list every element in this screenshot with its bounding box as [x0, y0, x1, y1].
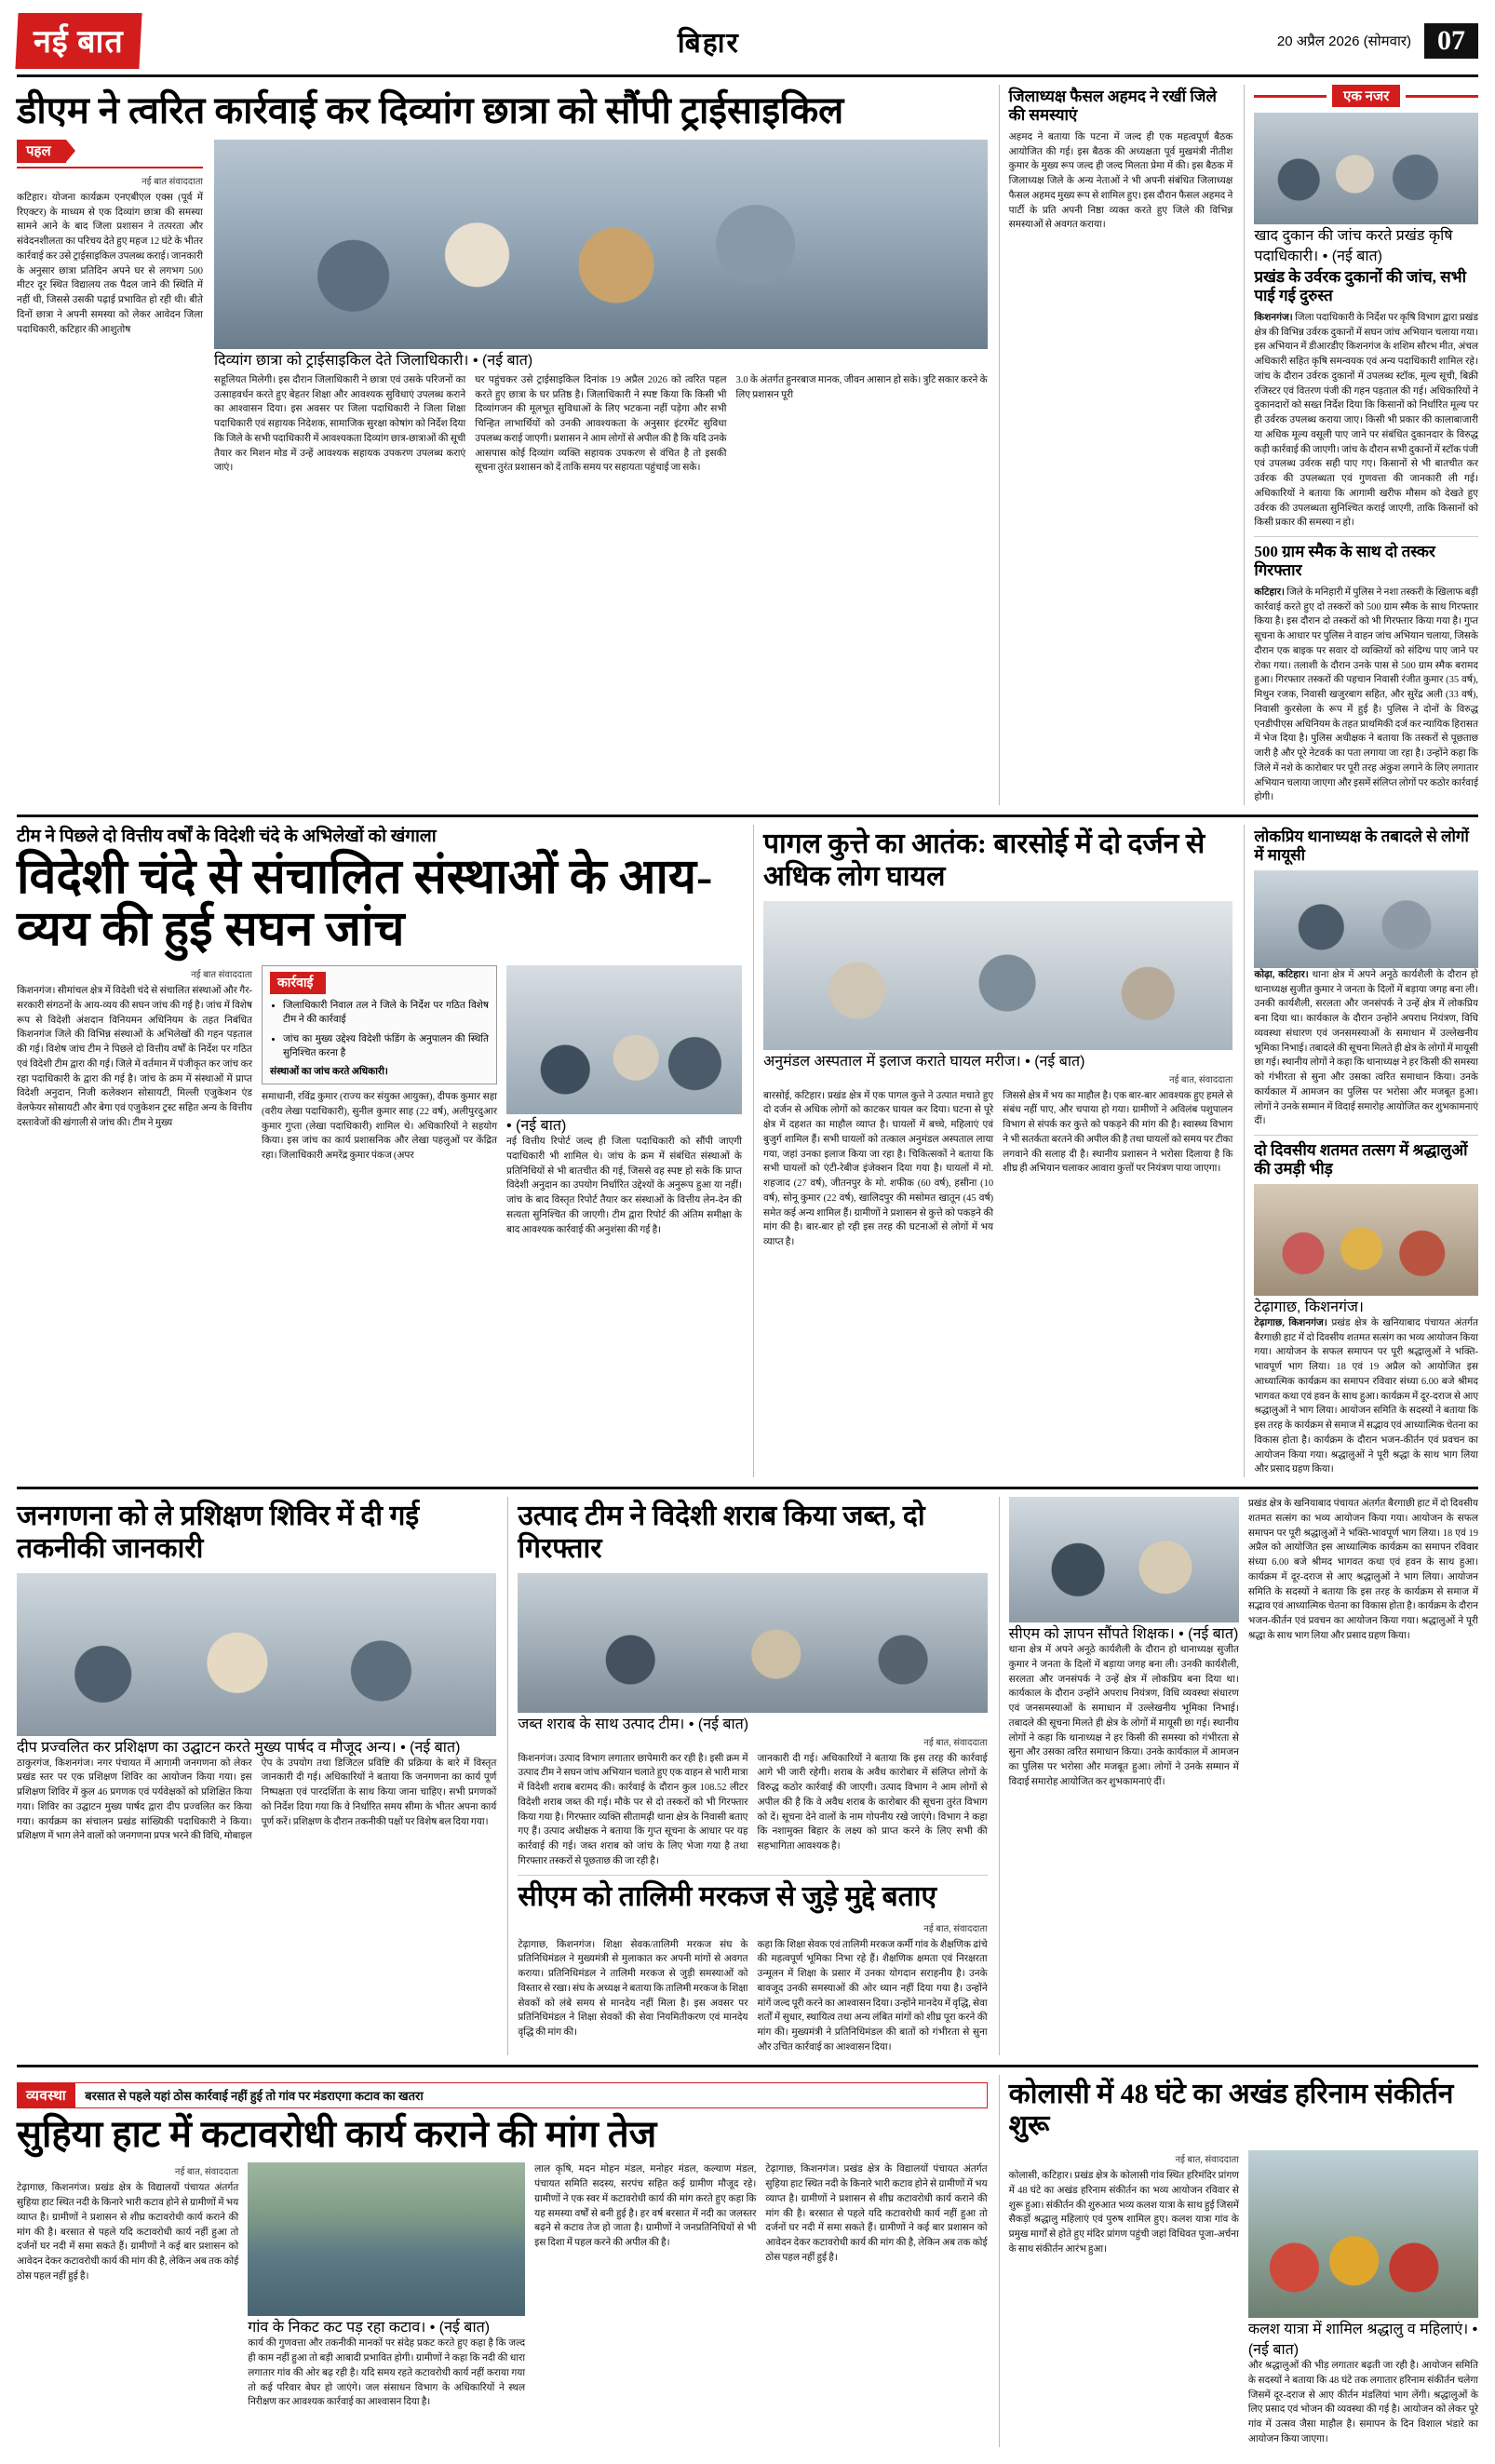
erosion-caption-row — [248, 2316, 525, 2336]
foreign-funds-text-1: किशनगंज। सीमांचल क्षेत्र में विदेशी चंदे से संचालित संस्थाओं और गैर-सरकारी संगठनों के आय-व्यय की सघन जांच की गई है। जांच में विशेष रूप से विदेशी अंशदान विनियमन अधिनियम के तहत निबंधित किशनगंज जिले की विभिन्न संस्थाओं के अभिलेखों की गहन पड़ताल की गई। विशेष जांच टीम ने पिछले दो वित्तीय वर्षों के निर्देश पर गठित एवं विदेशी टीम द्वारा की गई। जिले में वर्तमान में पंजीकृत कर जांच कर रहा पदाधिकारी के द्वारा की गई है। जांच के क्रम में संस्थाओं में प्राप्त विदेशी अनुदान, निजी कलेक्शन सोसायटी, मिल्ली एजुकेशन एंड वेलफेयर सोसायटी और बेगा एवं एजुकेशन ट्रस्ट सहित अन्य के वित्तीय दस्तावेजों की खंगाली से जांच की। टीम ने मुख्य — [17, 986, 252, 1128]
ek-nazar-rule-right — [1406, 95, 1478, 98]
bottom-section — [17, 2075, 1478, 2447]
ek-nazar-body-2: जिले के मनिहारी में पुलिस ने नशा तस्करी के खिलाफ बड़ी कार्रवाई करते हुए दो तस्करों को 500 ग्राम स्मैक के साथ गिरफ्तार किया है। इस दौरान दो तस्करों को भी गिरफ्तार किया गया है। गुप्त सूचना के आधार पर पुलिस ने वाहन जांच अभियान चलाया, जिसके दौरान एक बाइक पर सवार दो व्यक्तियों को संदिग्ध पाए जाने पर रोका गया। तलाशी के दौरान उनके पास से 500 ग्राम स्मैक बरामद हुआ। गिरफ्तार तस्करों की पहचान निवासी रंजीत कुमार (35 वर्ष), मिथुन रजक, निवासी खजुरबाग सहित, और सुरेंद्र अली (33 वर्ष), निवासी कुरसेला के रूप में हुई है। पुलिस ने दोनों के विरुद्ध एनडीपीएस अधिनियम के तहत प्राथमिकी दर्ज कर न्यायिक हिरासत में भेज दिया है। पुलिस अधीक्षक ने बताया कि तस्करों से पूछताछ जारी है और पूरे नेटवर्क का पता लगाया जा रहा है। उन्होंने कहा कि जिले में नशे के कारोबार पर पूरी तरह अंकुश लगाने के लिए लगातार अभियान चलाया जाएगा और इसमें संलिप्त लोगों पर कठोर कार्रवाई होगी। — [1254, 586, 1478, 803]
kirtan-caption-row — [1248, 2318, 1478, 2359]
ek-nazar-body-4: प्रखंड क्षेत्र के खनियाबाद पंचायत अंतर्गत बैरगाछी हाट में दो दिवसीय शतमत सत्संग का भव्य आयोजन किया गया। आयोजन के सफल समापन पर पूरी श्रद्धालुओं ने भक्ति-भावपूर्ण भाग लिया। 18 एवं 19 अप्रैल को आयोजित इस आध्यात्मिक कार्यक्रम का समापन रविवार संध्या 6.00 बजे श्रीमद भागवत कथा एवं हवन के साथ हुआ। कार्यक्रम में दूर-दराज से आए श्रद्धालुओं ने भाग लिया। आयोजन समिति के सदस्यों ने बताया कि इस तरह के कार्यक्रम से समाज में सद्भाव एवं आध्यात्मिक चेतना का विकास होता है। कार्यक्रम के दौरान भजन-कीर्तन एवं प्रवचन का आयोजन किया गया। श्रद्धालुओं ने पूरी श्रद्धा के साथ भाग लिया और प्रसाद ग्रहण किया। — [1254, 1317, 1478, 1475]
census-photo-credit: • (नई बात) — [400, 1739, 461, 1756]
kirtan-left — [1009, 2150, 1239, 2447]
erosion-text-3: लाल कृषि, मदन मोहन मंडल, मनोहर मंडल, कल्याण मंडल, पंचायत समिति सदस्य, सरपंच सहित कई ग्रामीण मौजूद रहे। ग्रामीणों ने एक स्वर में कटावरोधी कार्य की मांग करते हुए कहा कि यह समस्या वर्षों से बनी हुई है। हर वर्ष बरसात में नदी का जलस्तर बढ़ने से कटाव तेज हो जाता है। ग्रामीणों ने जनप्रतिनिधियों से भी इस दिशा में पहल करने की अपील की है। — [534, 2164, 757, 2249]
cm-talimi-photo-caption: सीएम को ज्ञापन सौंपते शिक्षक। — [1008, 1626, 1175, 1643]
ff-col-2 — [262, 965, 497, 1237]
second-section — [17, 825, 1478, 1477]
kirtan-text-1: कोलासी, कटिहार। प्रखंड क्षेत्र के कोलासी गांव स्थित हरिमंदिर प्रांगण में 48 घंटे का अखंड हरिनाम संकीर्तन का भव्य आयोजन रविवार से शुरू हुआ। संकीर्तन की शुरुआत भव्य कलश यात्रा के साथ हुई जिसमें सैकड़ों श्रद्धालु महिलाएं एवं पुरुष शामिल हुए। कलश यात्रा गांव के प्रमुख मार्गों से होते हुए मंदिर प्रांगण पहुंची जहां विधिवत पूजा-अर्चना के साथ संकीर्तन आरंभ हुआ। — [1008, 2171, 1239, 2255]
foreign-funds-photo-credit: • (नई बात) — [506, 1118, 567, 1135]
cm-talimi-photo-credit: • (नई बात) — [1178, 1626, 1239, 1643]
edition-name: बिहार — [677, 27, 740, 59]
erosion-story — [17, 2075, 988, 2447]
foreign-funds-text-3: नई वित्तीय रिपोर्ट जल्द ही जिला पदाधिकारी को सौंपी जाएगी पदाधिकारी भी शामिल थे। जांच के क्रम में संबंधित संस्थाओं के प्रतिनिधियों से भी बातचीत की गई, जिससे वह स्पष्ट हो सके कि प्राप्त विदेशी अनुदान का उपयोग निर्धारित उद्देश्यों के अनुरूप हुआ या नहीं। जांच के बाद विस्तृत रिपोर्ट तैयार कर संस्थाओं के वित्तीय लेन-देन की सत्यता सुनिश्चित की जाएगी। टीम द्वारा रिपोर्ट की अंतिम समीक्षा के बाद आवश्यक कार्रवाई की अनुशंसा की गई है। — [506, 1137, 742, 1235]
karyawai-label: कार्रवाई — [270, 972, 326, 994]
liquor-story — [507, 1497, 987, 2054]
kirtan-text-2: और श्रद्धालुओं की भीड़ लगातार बढ़ती जा रही है। आयोजन समिति के सदस्यों ने बताया कि 48 घंटे तक लगातार हरिनाम संकीर्तन चलेगा जिसमें दूर-दराज से आए कीर्तन मंडलियां भाग लेंगी। श्रद्धालुओं के लिए प्रसाद एवं भोजन की व्यवस्था की गई है। आयोजन को लेकर पूरे गांव में उत्सव जैसा माहौल है। समापन के दिन विशाल भंडारे का आयोजन किया जाएगा। — [1247, 2361, 1478, 2444]
dm-side-story — [999, 85, 1233, 805]
erosion-text-4: टेढ़ागाछ, किशनगंज। प्रखंड क्षेत्र के विद्यालयों पंचायत अंतर्गत सुहिया हाट स्थित नदी के किनारे भारी कटाव होने से ग्रामीणों में भय व्याप्त है। ग्रामीणों ने प्रशासन से शीघ्र कटावरोधी कार्य कराने की मांग की है। बरसात से पहले यदि कटावरोधी कार्य नहीं हुआ तो दर्जनों घर नदी में समा सकते हैं। ग्रामीणों ने कई बार प्रशासन को आवेदन देकर कटावरोधी कार्य की मांग की है, लेकिन अब तक कोई ठोस पहल नहीं हुई है। — [765, 2164, 988, 2263]
top-section — [17, 85, 1478, 805]
kirtan-right — [1248, 2150, 1478, 2447]
mad-dog-photo — [763, 901, 1232, 1050]
ek-nazar-body-1: जिला पदाधिकारी के निर्देश पर कृषि विभाग द्वारा प्रखंड क्षेत्र की विभिन्न उर्वरक दुकानों में सघन जांच अभियान चलाया गया। इस अभियान में डीआरडीए किशनगंज के शशिम सौरभ मीत, अंचल अधिकारी सहित कृषि समन्वयक एवं अन्य पदाधिकारी शामिल रहे। जांच के दौरान उर्वरक दुकानों में उपलब्ध स्टॉक, मूल्य सूची, बिक्री रजिस्टर एवं वितरण पंजी की गहन पड़ताल की गई। अधिकारियों ने दुकानदारों को सख्त निर्देश दिया कि किसानों को निर्धारित मूल्य पर ही उर्वरक उपलब्ध कराया जाए। किसी भी प्रकार की कालाबाजारी या अधिक मूल्य वसूली पाए जाने पर संबंधित दुकानदार के विरुद्ध कड़ी कार्रवाई की जाएगी। जांच के दौरान सभी दुकानों में स्टॉक पंजी एवं उपलब्ध उर्वरक सही पाए गए। किसानों से भी बातचीत कर उर्वरक की उपलब्धता एवं गुणवत्ता की जानकारी ली गई। अधिकारियों ने बताया कि आगामी खरीफ मौसम को देखते हुए उर्वरक की उपलब्धता सुनिश्चित कराई जाएगी, ताकि किसानों को किसी प्रकार की समस्या न हो। — [1254, 312, 1479, 529]
cm-talimi-headline: सीएम को तालिमी मरकज से जुड़े मुद्दे बताए — [518, 1880, 937, 1912]
lead-photo — [214, 140, 988, 349]
masthead-right — [1277, 23, 1478, 59]
kirtan-story — [999, 2075, 1478, 2447]
ek-nazar-photo-1-caption-row — [1254, 224, 1478, 265]
erosion-banner-label: व्यवस्था — [17, 2082, 75, 2108]
ff-col-1 — [17, 965, 252, 1237]
page-number: 07 — [1424, 23, 1478, 59]
lead-photo-caption-row — [214, 349, 988, 370]
ek-nazar-headline-1: प्रखंड के उर्वरक दुकानों की जांच, सभी पाई गई दुरुस्त — [1254, 268, 1467, 305]
ek-nazar-headline-4: दो दिवसीय शतमत तत्सग में श्रद्धालुओं की उमड़ी भीड़ — [1254, 1141, 1468, 1178]
lead-right-col — [214, 140, 988, 476]
ek-nazar-overflow-2: प्रखंड क्षेत्र के खनियाबाद पंचायत अंतर्गत बैरगाछी हाट में दो दिवसीय शतमत सत्संग का भव्य आयोजन किया गया। आयोजन के सफल समापन पर पूरी श्रद्धालुओं ने भक्ति-भावपूर्ण भाग लिया। 18 एवं 19 अप्रैल को आयोजित इस आध्यात्मिक कार्यक्रम का समापन रविवार संध्या 6.00 बजे श्रीमद भागवत कथा एवं हवन के साथ हुआ। कार्यक्रम में दूर-दराज से आए श्रद्धालुओं ने भाग लिया। आयोजन समिति के सदस्यों ने बताया कि इस तरह के कार्यक्रम से समाज में सद्भाव एवं आध्यात्मिक चेतना का विकास होता है। कार्यक्रम के दौरान भजन-कीर्तन एवं प्रवचन का आयोजन किया गया। श्रद्धालुओं ने पूरी श्रद्धा के साथ भाग लिया और प्रसाद ग्रहण किया। — [1247, 1499, 1478, 1641]
ek-nazar-overflow-1: थाना क्षेत्र में अपने अनूठे कार्यशैली के दौरान हो थानाध्यक्ष सुजीत कुमार ने जनता के दिलों में बड़ाया जगह बना ली। उनकी कार्यशैली, सरलता और जनसंपर्क ने उन्हें क्षेत्र में लोकप्रिय बना दिया था। कार्यकाल के दौरान उन्होंने अपराध नियंत्रण, विधि व्यवस्था संधारण एवं जनसमस्याओं के समाधान में उल्लेखनीय भूमिका निभाई। तबादले की सूचना मिलते ही क्षेत्र के लोगों में मायूसी छा गई। स्थानीय लोगों ने कहा कि थानाध्यक्ष ने हर किसी की समस्या को गंभीरता से सुना और उसका त्वरित समाधान किया। उनके कार्यकाल में आमजन का पुलिस पर भरोसा और मजबूत हुआ। लोगों ने उनके सम्मान में विदाई समारोह आयोजित कर शुभकामनाएं दीं। — [1008, 1645, 1239, 1787]
ek-nazar-header — [1254, 85, 1478, 107]
census-photo — [17, 1573, 496, 1736]
erosion-text-2: कार्य की गुणवत्ता और तकनीकी मानकों पर संदेह प्रकट करते हुए कहा है कि जल्द ही काम नहीं हुआ तो बड़ी आबादी प्रभावित होगी। ग्रामीणों ने कहा कि नदी की धारा लगातार गांव की ओर बढ़ रही है। यदि समय रहते कटावरोधी कार्य नहीं कराया गया तो कई परिवार बेघर हो जाएंगे। जल संसाधन विभाग के अधिकारियों ने स्थल निरीक्षण कर आवश्यक कार्रवाई का आश्वासन दिया है। — [248, 2338, 526, 2408]
erosion-col-2 — [248, 2162, 525, 2410]
lead-text-col1: कटिहार। योजना कार्यक्रम एनएबीएल एक्स (पूर्व में रिएक्टर) के माध्यम से एक दिव्यांग छात्रा की समस्या सामने आने के बाद जिला प्रशासन ने तत्परता और संवेदनशीलता का परिचय देते हुए महज 12 घंटे के भीतर कार्रवाई कर उसे ट्राईसाइकिल उपलब्ध कराई। जानकारी के अनुसार छात्रा प्रतिदिन अपने घर से लगभग 500 मीटर दूर स्थित विद्यालय तक पैदल जाने की स्थिति में नहीं थी, जिससे उसकी पढ़ाई प्रभावित हो रही थी। बीते दिनों छात्रा ने अपनी समस्या को लेकर आवेदन जिला पदाधिकारी, कटिहार की आशुतोष — [17, 192, 203, 335]
erosion-photo — [248, 2162, 525, 2316]
ek-nazar-text-4 — [1254, 1316, 1478, 1477]
liquor-photo-caption: जब्त शराब के साथ उत्पाद टीम। — [518, 1716, 685, 1732]
ek-nazar-photo-1-caption: खाद दुकान की जांच करते प्रखंड कृषि पदाधिकारी। — [1254, 228, 1453, 264]
mad-dog-text-2: जिससे क्षेत्र में भय का माहौल है। एक बार-बार आवश्यक हुए हमले से संबंध नहीं पाए, और चपाया हो गया। ग्रामीणों ने अविलंब पशुपालन विभाग से संपर्क कर कुत्ते को पकड़ने की मांग की है। स्वास्थ्य विभाग ने भी सतर्कता बरतने की अपील की है तथा घायलों को समय पर टीका लगवाने की सलाह दी है। स्थानीय प्रशासन ने भरोसा दिलाया है कि शीघ्र ही अभियान चलाकर आवारा कुत्तों पर नियंत्रण पाया जाएगा। — [1003, 1090, 1233, 1175]
ek-nazar-column — [1244, 85, 1478, 805]
ek-nazar-photo-4-caption: टेढ़ागाछ, किशनगंज। — [1254, 1299, 1364, 1315]
erosion-photo-credit: • (नई बात) — [429, 2320, 491, 2336]
ek-nazar-photo-4-caption-row — [1254, 1296, 1478, 1316]
third-right-left — [1009, 1497, 1239, 1790]
cm-talimi-byline: नई बात, संवाददाता — [923, 1923, 988, 1934]
liquor-photo — [518, 1573, 987, 1713]
liquor-caption-row — [518, 1713, 987, 1733]
ek-nazar-headline-3: लोकप्रिय थानाध्यक्ष के तबादले से लोगों में मायूसी — [1254, 828, 1469, 865]
erosion-photo-caption: गांव के निकट कट पड़ रहा कटाव। — [248, 2320, 426, 2336]
ek-nazar-byline-3: कोढ़ा, कटिहार। — [1254, 969, 1309, 980]
foreign-funds-story — [17, 825, 742, 1477]
lead-photo-credit: • (नई बात) — [472, 352, 533, 369]
kirtan-byline: नई बात, संवाददाता — [1175, 2155, 1239, 2166]
kirtan-photo-caption: कलश यात्रा में शामिल श्रद्धालु व महिलाएं। — [1247, 2322, 1469, 2338]
mad-dog-text-1: बारसोई, कटिहार। प्रखंड क्षेत्र में एक पागल कुत्ते ने उत्पात मचाते हुए दो दर्जन से अधिक लोगों को काटकर घायल कर दिया। घटना से पूरे क्षेत्र में दहशत का माहौल व्याप्त है। घायलों में बच्चे, महिलाएं एवं बुजुर्ग शामिल हैं। सभी घायलों को तत्काल अनुमंडल अस्पताल लाया गया, जहां उनका इलाज किया जा रहा है। चिकित्सकों ने बताया कि सभी घायलों को एंटी-रेबीज इंजेक्शन दिया गया है। घायलों में मो. शहजाद (27 वर्ष), जीतनपुर के मो. शफीक (60 वर्ष), हसीना (10 वर्ष), सोनू कुमार (22 वर्ष), खालिदपुर की मसोमत खातून (45 वर्ष) समेत कई अन्य शामिल हैं। ग्रामीणों ने प्रशासन से कुत्ते को पकड़ने की मांग की है। बार-बार हो रही इस तरह की घटनाओं से लोगों में भय व्याप्त है। — [763, 1090, 994, 1248]
logo-text: नई बात — [34, 25, 124, 60]
lead-headline: डीएम ने त्वरित कार्रवाई कर दिव्यांग छात्रा को सौंपी ट्राईसाइकिल — [17, 89, 844, 131]
erosion-headline: सुहिया हाट में कटावरोधी कार्य कराने की मांग तेज — [17, 2112, 657, 2155]
ek-nazar-column-2 — [1244, 825, 1478, 1477]
ek-nazar-byline-1: किशनगंज। — [1254, 312, 1293, 323]
mad-dog-caption-row — [763, 1050, 1232, 1070]
cm-talimi-caption-row — [1009, 1622, 1239, 1643]
third-section — [17, 1497, 1478, 2054]
mad-dog-photo-credit: • (नई बात) — [1025, 1053, 1085, 1070]
liquor-text-2: जानकारी दी गई। अधिकारियों ने बताया कि इस तरह की कार्रवाई आगे भी जारी रहेगी। शराब के अवैध कारोबार में संलिप्त लोगों के विरुद्ध कठोर कार्रवाई की जाएगी। उत्पाद विभाग ने आम लोगों से अपील की है कि वे अवैध शराब के कारोबार की सूचना तुरंत विभाग को दें। सूचना देने वालों के नाम गोपनीय रखे जाएंगे। विभाग ने कहा कि नशामुक्त बिहार के लक्ष्य को प्राप्त करने के लिए सभी की सहभागिता आवश्यक है। — [757, 1753, 988, 1852]
liquor-text-1: किशनगंज। उत्पाद विभाग लगातार छापेमारी कर रही है। इसी क्रम में उत्पाद टीम ने सघन जांच अभियान चलाते हुए एक वाहन से भारी मात्रा में विदेशी शराब बरामद की। कार्रवाई के दौरान कुल 108.52 लीटर विदेशी शराब जब्त की गई। मौके पर से दो तस्करों को भी गिरफ्तार किया गया है। गिरफ्तार व्यक्ति सीतामढ़ी थाना क्षेत्र के निवासी बताए गए हैं। उत्पाद अधीक्षक ने बताया कि गुप्त सूचना के आधार पर यह कार्रवाई की गई। जब्त शराब को जांच के लिए भेजा गया है तथा गिरफ्तार तस्करों से पूछताछ की जा रही है। — [518, 1753, 748, 1866]
foreign-funds-photo — [506, 965, 742, 1114]
erosion-banner-text: बरसात से पहले यहां ठोस कार्रवाई नहीं हुई तो गांव पर मंडराएगा कटाव का खतरा — [75, 2082, 987, 2108]
publication-date: 20 अप्रैल 2026 (सोमवार) — [1276, 34, 1411, 49]
erosion-byline: नई बात, संवाददाता — [174, 2167, 239, 2178]
census-text: ठाकुरगंज, किशनगंज। नगर पंचायत में आगामी जनगणना को लेकर प्रखंड स्तर पर एक प्रशिक्षण शिविर का आयोजन किया गया। इस प्रशिक्षण शिविर में कुल 46 प्रगणक एवं पर्यवेक्षकों को प्रशिक्षित किया गया। शिविर का उद्घाटन मुख्य पार्षद द्वारा दीप प्रज्वलित कर किया गया। कार्यक्रम का संचालन प्रखंड सांख्यिकी पदाधिकारी ने किया। प्रशिक्षण में भाग लेने वालों को जनगणना प्रपत्र भरने की विधि, मोबाइल ऐप के उपयोग तथा डिजिटल प्रविष्टि की प्रक्रिया के बारे में विस्तृत जानकारी दी गई। अधिकारियों ने बताया कि जनगणना का कार्य पूर्ण निष्पक्षता एवं पारदर्शिता के साथ किया जाना चाहिए। सभी प्रगणकों को निर्देश दिया गया कि वे निर्धारित समय सीमा के भीतर अपना कार्य पूर्ण करें। प्रशिक्षण के दौरान तकनीकी पक्षों पर विशेष बल दिया गया। — [17, 1757, 497, 1842]
liquor-photo-credit: • (नई बात) — [688, 1716, 749, 1732]
census-photo-caption: दीप प्रज्वलित कर प्रशिक्षण का उद्घाटन करते मुख्य पार्षद व मौजूद अन्य। — [17, 1739, 397, 1756]
liquor-headline: उत्पाद टीम ने विदेशी शराब किया जब्त, दो गिरफ्तार — [518, 1501, 925, 1564]
karyawai-list — [270, 999, 489, 1060]
karyawai-item: • जिलाधिकारी निवाल तल ने जिले के निर्देश पर गठित विशेष टीम ने की कार्रवाई — [283, 999, 489, 1027]
ek-nazar-photo-4 — [1254, 1184, 1478, 1296]
erosion-col-1 — [17, 2162, 238, 2410]
lead-text-col3: घर पहुंचकर उसे ट्राईसाइकिल दिनांक 19 अप्रैल 2026 को त्वरित पहल करते हुए छात्रा के घर प्रतिष्ठ है। जिलाधिकारी ने स्पष्ट किया कि किसी भी दिव्यांगजन की मूलभूत सुविधाओं के लिए भटकना नहीं पड़ेगा और सभी चिन्हित लाभार्थियों को उनकी आवश्यकता के अनुसार इंटरमेंट सुविधा उपलब्ध कराई जाएगी। प्रशासन ने आम लोगों से अपील की है कि यदि उनके आसपास कोई दिव्यांग व्यक्ति सहायक उपकरण से वंचित है तो इसकी सूचना तुरंत प्रशासन को दें ताकि समय पर सहायता पहुंचाई जा सके। — [475, 374, 727, 474]
ek-nazar-photo-1 — [1254, 113, 1478, 224]
karyawai-item: • जांच का मुख्य उद्देश्य विदेशी फंडिंग के अनुपालन की स्थिति सुनिश्चित करना है — [283, 1032, 489, 1060]
cm-talimi-photo — [1009, 1497, 1239, 1622]
third-right-right — [1248, 1497, 1478, 1790]
ek-nazar-text-2 — [1254, 586, 1478, 805]
lead-left-col — [17, 140, 203, 476]
foreign-funds-text-2: समाधानी, रविंद्र कुमार (राज्य कर संयुक्त आयुक्त), दीपक कुमार सहा (वरीय लेखा पदाधिकारी), सुनील कुमार साह (22 वर्ष), अलीपुरदुआर कुमार गुप्ता (लेखा पदाधिकारी) शामिल थे। अधिकारियों ने सहयोग किया। इस जांच का कार्य प्रशासनिक और लेखा पहलुओं पर केंद्रित रहा। जिलाधिकारी अमरेंद्र कुमार पंकज (अपर — [262, 1092, 497, 1162]
census-story — [17, 1497, 496, 2054]
mad-dog-headline: पागल कुत्ते का आतंक: बारसोई में दो दर्जन से अधिक लोग घायल — [763, 828, 1205, 892]
third-right-column — [999, 1497, 1478, 2054]
ek-nazar-text-1 — [1254, 311, 1478, 531]
cm-talimi-text-1: टेढ़ागाछ, किशनगंज। शिक्षा सेवक/तालिमी मरकज संघ के प्रतिनिधिमंडल ने मुख्यमंत्री से मुलाकात कर अपनी मांगों से अवगत कराया। प्रतिनिधिमंडल ने तालिमी मरकज से जुड़ी समस्याओं को विस्तार से रखा। संघ के अध्यक्ष ने बताया कि तालिमी मरकज के शिक्षा सेवकों को लंबे समय से मानदेय नहीं मिला है। इस अवसर पर प्रतिनिधिमंडल ने शिक्षा सेवकों की सेवा नियमितीकरण एवं मानदेय वृद्धि की मांग की। — [518, 1939, 748, 2039]
ff-col-3 — [506, 965, 742, 1237]
dm-side-headline: जिलाध्यक्ष फैसल अहमद ने रखीं जिले की समस्याएं — [1008, 88, 1217, 125]
foreign-funds-photo-credit-row — [506, 1114, 742, 1135]
mad-dog-story — [753, 825, 1232, 1477]
kirtan-photo — [1248, 2150, 1478, 2318]
kirtan-photo-credit: • (नई बात) — [1247, 2322, 1478, 2359]
erosion-text-1: टेढ़ागाछ, किशनगंज। प्रखंड क्षेत्र के विद्यालयों पंचायत अंतर्गत सुहिया हाट स्थित नदी के किनारे भारी कटाव होने से ग्रामीणों में भय व्याप्त है। ग्रामीणों ने प्रशासन से शीघ्र कटावरोधी कार्य कराने की मांग की है। बरसात से पहले यदि कटावरोधी कार्य नहीं हुआ तो दर्जनों घर नदी में समा सकते हैं। ग्रामीणों ने कई बार प्रशासन को आवेदन देकर कटावरोधी कार्य की मांग की है, लेकिन अब तक कोई ठोस पहल नहीं हुई है। — [17, 2183, 239, 2282]
ek-nazar-text-3 — [1254, 968, 1478, 1129]
foreign-funds-headline: विदेशी चंदे से संचालित संस्थाओं के आय-व्यय की हुई सघन जांच — [17, 850, 713, 957]
lead-text-col2: सहूलियत मिलेगी। इस दौरान जिलाधिकारी ने छात्रा एवं उसके परिजनों का उत्साहवर्धन करते हुए बेहतर शिक्षा और आवश्यक सुविधाएं उपलब्ध कराने का आश्वासन दिया। इस अवसर पर जिला पदाधिकारी ने जिला शिक्षा पदाधिकारी एवं सहायक निदेशक, सामाजिक सुरक्षा कोषांग को निर्देश दिया कि जिले के सभी पदाधिकारी में आवश्यकता दिव्यांग छात्र-छात्राओं की सूची तैयार कर मिशन मोड में उन्हें आवश्यक सहायक उपकरण उपलब्ध कराएं जाएं। — [214, 374, 466, 474]
lead-tag-wrap — [17, 140, 203, 168]
karyawai-box — [262, 965, 497, 1084]
ek-nazar-body-3: थाना क्षेत्र में अपने अनूठे कार्यशैली के दौरान हो थानाध्यक्ष सुजीत कुमार ने जनता के दिलों में बड़ाया जगह बना ली। उनकी कार्यशैली, सरलता और जनसंपर्क ने उन्हें क्षेत्र में लोकप्रिय बना दिया था। कार्यकाल के दौरान उन्होंने अपराध नियंत्रण, विधि व्यवस्था संधारण एवं जनसमस्याओं के समाधान में उल्लेखनीय भूमिका निभाई। तबादले की सूचना मिलते ही क्षेत्र के लोगों में मायूसी छा गई। स्थानीय लोगों ने कहा कि थानाध्यक्ष ने हर किसी की समस्या को गंभीरता से सुना और उसका त्वरित समाधान किया। उनके कार्यकाल में आमजन का पुलिस पर भरोसा और मजबूत हुआ। लोगों ने उनके सम्मान में विदाई समारोह आयोजित कर शुभकामनाएं दीं। — [1254, 969, 1478, 1127]
ek-nazar-rule-left — [1254, 95, 1327, 98]
ek-nazar-byline-4: टेढ़ागाछ, किशनगंज। — [1254, 1317, 1327, 1328]
karyawai-footer: संस्थाओं का जांच करते अधिकारी। — [270, 1067, 388, 1078]
ek-nazar-byline-2: कटिहार। — [1254, 586, 1285, 598]
ek-nazar-photo-3 — [1254, 870, 1478, 968]
ek-nazar-photo-1-credit: • (नई बात) — [1322, 249, 1382, 264]
lead-byline: नई बात संवाददाता — [141, 176, 203, 187]
foreign-funds-byline: नई बात संवाददाता — [191, 970, 252, 981]
lead-photo-caption: दिव्यांग छात्रा को ट्राईसाइकिल देते जिलाधिकारी। — [214, 352, 469, 369]
lead-story — [17, 85, 988, 805]
kirtan-headline: कोलासी में 48 घंटे का अखंड हरिनाम संकीर्तन शुरू — [1008, 2078, 1454, 2142]
census-headline: जनगणना को ले प्रशिक्षण शिविर में दी गई तकनीकी जानकारी — [17, 1501, 420, 1564]
ek-nazar-label: एक नजर — [1332, 85, 1400, 107]
newspaper-logo — [15, 13, 141, 69]
lead-text-col4: 3.0 के अंतर्गत हुनरबाज मानक, जीवन आसान हो सके। त्रुटि सकार करने के लिए प्रशासन पूरी — [735, 374, 988, 400]
mad-dog-byline: नई बात, संवाददाता — [1168, 1074, 1233, 1085]
census-caption-row — [17, 1736, 496, 1757]
cm-talimi-text-2: कहा कि शिक्षा सेवक एवं तालिमी मरकज कर्मी गांव के शैक्षणिक ढांचे की महत्वपूर्ण भूमिका निभा रहे हैं। शैक्षणिक क्षमता एवं निरक्षरता उन्मूलन में शिक्षा के प्रसार में उनका योगदान सराहनीय है। उनके बावजूद उनकी समस्याओं की ओर ध्यान नहीं दिया गया है। उन्होंने मांगें जल्द पूरी करने का आश्वासन दिया। उन्होंने मानदेय में वृद्धि, सेवा शर्तों में सुधार, स्थायित्व तथा अन्य लंबित मांगों को शीघ्र पूरा करने की मांग की। मुख्यमंत्री ने प्रतिनिधिमंडल की बातों को गंभीरता से सुना और उचित कार्रवाई का आश्वासन दिया। — [757, 1939, 988, 2053]
liquor-byline: नई बात, संवाददाता — [923, 1737, 988, 1748]
section-tag-pahal: पहल — [17, 140, 66, 163]
masthead — [17, 13, 1478, 77]
dm-side-text: अहमद ने बताया कि पटना में जल्द ही एक महत्वपूर्ण बैठक आयोजित की गई। इस बैठक की अध्यक्षता पूर्व मुखमंत्री नीतीश कुमार के मुख्य रूप जल्द ही जल्द मिलता प्रेमा में की। इस बैठक में जिलाध्यक्ष जिले के अन्य नेताओं ने भी अपनी संबंधित जिलाध्यक्ष फैसल अहमद मुख्य रूप से शामिल हुए। इस दौरान फैसल अहमद ने पार्टी के प्रति अपनी निष्ठा व्यक्त करते हुए जिले की विभिन्न समस्याओं से अवगत कराया। — [1008, 131, 1233, 231]
erosion-banner — [17, 2082, 988, 2108]
mad-dog-photo-caption: अनुमंडल अस्पताल में इलाज कराते घायल मरीज। — [763, 1053, 1021, 1070]
ek-nazar-headline-2: 500 ग्राम स्मैक के साथ दो तस्कर गिरफ्तार — [1254, 543, 1435, 580]
foreign-funds-kicker: टीम ने पिछले दो वित्तीय वर्षों के विदेशी चंदे के अभिलेखों को खंगाला — [17, 827, 437, 847]
